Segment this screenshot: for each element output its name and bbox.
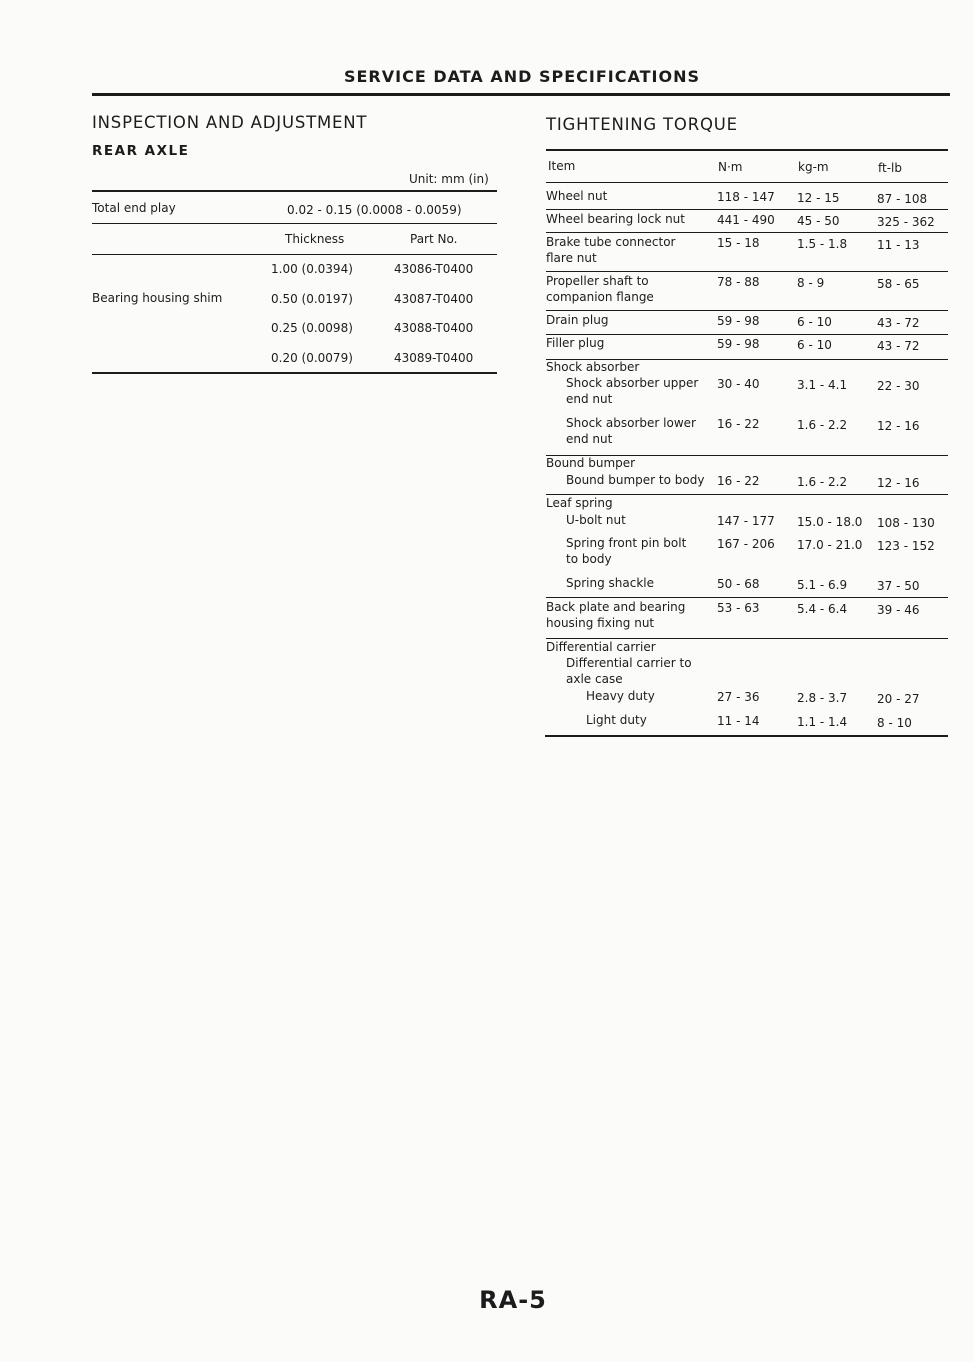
end-play-label: Total end play: [92, 201, 176, 215]
rule: [92, 372, 497, 374]
torque-ftlb: 22 - 30: [877, 379, 920, 393]
torque-nm: 16 - 22: [717, 417, 760, 431]
torque-item: Heavy duty: [586, 689, 655, 703]
torque-kgm: 5.4 - 6.4: [797, 602, 848, 616]
row-rule: [546, 271, 948, 272]
torque-item-cont: flare nut: [546, 251, 597, 265]
end-play-value: 0.02 - 0.15 (0.0008 - 0.0059): [287, 203, 462, 217]
torque-kgm: 1.6 - 2.2: [797, 475, 848, 489]
torque-ftlb: 108 - 130: [877, 516, 935, 530]
rear-axle-heading: REAR AXLE: [92, 143, 190, 159]
torque-nm: 167 - 206: [717, 537, 775, 551]
torque-nm: 50 - 68: [717, 577, 760, 591]
torque-ftlb: 123 - 152: [877, 539, 935, 553]
torque-item-cont: end nut: [566, 432, 613, 446]
torque-item: Brake tube connector: [546, 235, 676, 249]
torque-item: Bound bumper to body: [566, 473, 705, 487]
row-rule: [546, 638, 948, 639]
torque-nm: 441 - 490: [717, 213, 775, 227]
thickness-header: Thickness: [285, 232, 345, 246]
torque-kgm: 6 - 10: [797, 315, 832, 329]
torque-heading: TIGHTENING TORQUE: [546, 115, 738, 134]
torque-group-label: Bound bumper: [546, 456, 636, 470]
rule: [92, 190, 497, 192]
torque-group-label: Differential carrier: [546, 640, 656, 654]
torque-nm: 147 - 177: [717, 514, 775, 528]
torque-kgm: 17.0 - 21.0: [797, 538, 863, 552]
torque-item-cont: companion flange: [546, 290, 654, 304]
torque-item: Spring front pin bolt: [566, 536, 687, 550]
rule: [545, 735, 948, 737]
rule: [546, 182, 948, 183]
row-rule: [546, 209, 948, 210]
torque-ftlb: 11 - 13: [877, 238, 920, 252]
row-rule: [546, 310, 948, 311]
item-header: Item: [548, 159, 576, 173]
unit-label: Unit: mm (in): [409, 172, 489, 186]
torque-nm: 118 - 147: [717, 190, 775, 204]
torque-item-cont: end nut: [566, 392, 613, 406]
torque-kgm: 2.8 - 3.7: [797, 691, 848, 705]
torque-nm: 15 - 18: [717, 236, 760, 250]
torque-item-cont: housing fixing nut: [546, 616, 655, 630]
page-title: SERVICE DATA AND SPECIFICATIONS: [343, 67, 701, 86]
row-rule: [546, 232, 948, 233]
torque-nm: 53 - 63: [717, 601, 760, 615]
torque-group-label-cont: axle case: [566, 672, 623, 686]
kgm-header: kg-m: [798, 160, 829, 174]
torque-ftlb: 37 - 50: [877, 579, 920, 593]
shim-part-no: 43088-T0400: [394, 321, 474, 335]
torque-kgm: 1.6 - 2.2: [797, 418, 848, 432]
torque-ftlb: 43 - 72: [877, 316, 920, 330]
shim-part-no: 43086-T0400: [394, 262, 474, 276]
torque-ftlb: 325 - 362: [877, 215, 935, 229]
torque-group-label: Leaf spring: [546, 496, 613, 510]
torque-ftlb: 12 - 16: [877, 419, 920, 433]
shim-thickness: 1.00 (0.0394): [271, 262, 353, 276]
torque-kgm: 45 - 50: [797, 214, 840, 228]
torque-nm: 59 - 98: [717, 337, 760, 351]
torque-item: Wheel nut: [546, 189, 608, 203]
torque-nm: 59 - 98: [717, 314, 760, 328]
rule: [92, 223, 497, 224]
torque-item: U-bolt nut: [566, 513, 626, 527]
torque-ftlb: 43 - 72: [877, 339, 920, 353]
torque-ftlb: 12 - 16: [877, 476, 920, 490]
torque-nm: 11 - 14: [717, 714, 760, 728]
torque-group-label: Differential carrier to: [566, 656, 692, 670]
page-number: RA-5: [479, 1286, 547, 1314]
ftlb-header: ft-lb: [878, 161, 902, 175]
nm-header: N·m: [718, 160, 743, 174]
torque-item: Propeller shaft to: [546, 274, 649, 288]
row-rule: [546, 494, 948, 495]
inspection-heading: INSPECTION AND ADJUSTMENT: [92, 113, 368, 132]
torque-kgm: 6 - 10: [797, 338, 832, 352]
shim-thickness: 0.20 (0.0079): [271, 351, 353, 365]
torque-kgm: 15.0 - 18.0: [797, 515, 863, 529]
torque-item: Back plate and bearing: [546, 600, 686, 614]
title-rule: [92, 93, 950, 96]
torque-item: Wheel bearing lock nut: [546, 212, 685, 226]
torque-ftlb: 20 - 27: [877, 692, 920, 706]
torque-kgm: 3.1 - 4.1: [797, 378, 848, 392]
torque-item: Drain plug: [546, 313, 609, 327]
torque-ftlb: 8 - 10: [877, 716, 912, 730]
shim-thickness: 0.50 (0.0197): [271, 292, 353, 306]
torque-ftlb: 87 - 108: [877, 192, 928, 206]
rule: [546, 149, 948, 151]
torque-group-label: Shock absorber: [546, 360, 640, 374]
torque-item: Light duty: [586, 713, 647, 727]
torque-ftlb: 58 - 65: [877, 277, 920, 291]
row-rule: [546, 334, 948, 335]
row-rule: [546, 597, 948, 598]
shim-part-no: 43089-T0400: [394, 351, 474, 365]
torque-kgm: 8 - 9: [797, 276, 825, 290]
shim-label: Bearing housing shim: [92, 291, 223, 305]
torque-item: Shock absorber upper: [566, 376, 699, 390]
rule: [92, 254, 497, 255]
torque-kgm: 12 - 15: [797, 191, 840, 205]
torque-ftlb: 39 - 46: [877, 603, 920, 617]
part-no-header: Part No.: [410, 232, 458, 246]
torque-item-cont: to body: [566, 552, 612, 566]
shim-part-no: 43087-T0400: [394, 292, 474, 306]
torque-nm: 27 - 36: [717, 690, 760, 704]
torque-item: Spring shackle: [566, 576, 655, 590]
torque-item: Shock absorber lower: [566, 416, 696, 430]
torque-kgm: 1.1 - 1.4: [797, 715, 848, 729]
shim-thickness: 0.25 (0.0098): [271, 321, 353, 335]
torque-kgm: 5.1 - 6.9: [797, 578, 848, 592]
torque-kgm: 1.5 - 1.8: [797, 237, 848, 251]
torque-nm: 16 - 22: [717, 474, 760, 488]
torque-item: Filler plug: [546, 336, 605, 350]
torque-nm: 30 - 40: [717, 377, 760, 391]
torque-nm: 78 - 88: [717, 275, 760, 289]
